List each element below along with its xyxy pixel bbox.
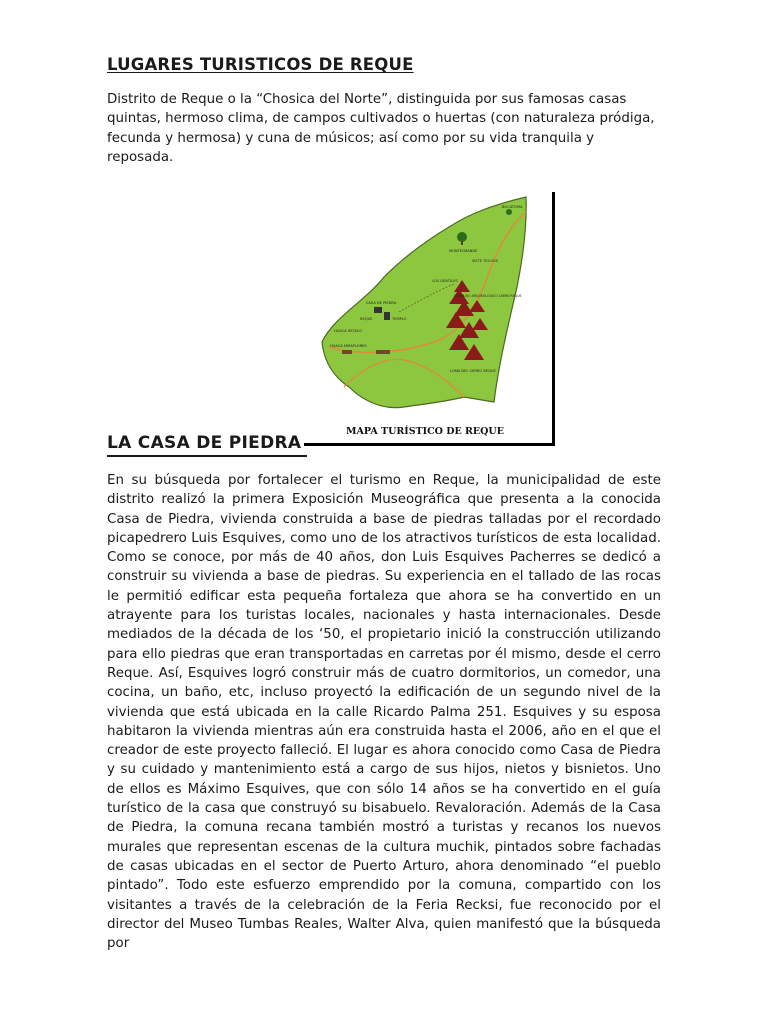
map-label-montegrande: MONTEGRANDE (449, 249, 478, 253)
section-title-underline (107, 455, 307, 457)
map-label-huaca-miraflores: HUACA MIRAFLORES (330, 344, 367, 348)
section-title: LA CASA DE PIEDRA (107, 433, 302, 453)
map-label-complejo: COMPLEJO ARQUEOLÓGICO CHIMÚ REQUE (454, 294, 522, 298)
tourist-map-figure (304, 192, 555, 446)
map-label-huaca-retaco: HUACA RETACO (334, 329, 363, 333)
map-label-templo: TEMPLO (392, 317, 407, 321)
tourist-map-image (304, 192, 549, 440)
document-title: LUGARES TURISTICOS DE REQUE (107, 55, 414, 74)
body-paragraph: En su búsqueda por fortalecer el turismo en Reque, la municipalidad de este distrito realizó la primera Exposición Museográfica que presenta a la conocida Casa de Piedra, vivienda construida a base de piedras talladas por el recordado picapedrero Luis Esquives, como uno de los atractivos turísticos de esta localidad. Como se conoce, por más de 40 años, don Luis Esquives Pacherres se dedicó a construir su vivienda a base de piedras. Su experiencia en el tallado de las rocas le permitió edificar esta pequeña fortaleza que ahora se ha convertido en un atrayente para los turistas locales, nacionales y hasta internacionales. Desde mediados de la década de los ‘50, el propietario inició la construcción utilizando para ello piedras que eran transportadas en carretas por él mismo, desde el cerro Reque. Así, Esquives logró construir más de cuatro dormitorios, un comedor, una cocina, un baño, etc, incluso proyectó la edificación de un segundo nivel de la vivienda que está ubicada en la calle Ricardo Palma 251. Esquives y su esposa habitaron la vivienda mientras aún era construida hasta el 2006, año en el que el creador de este proyecto falleció. El lugar es ahora conocido como Casa de Piedra y su cuidado y mantenimiento está a cargo de sus hijos, nietos y bisnietos. Uno de ellos es Máximo Esquives, que con sólo 14 años se ha convertido en el guía turístico de la casa que construyó su bisabuelo. Revaloración. Además de la Casa de Piedra, la comuna recana también mostró a turistas y recanos los nuevos murales que representan escenas de la cultura muchik, pintados sobre fachadas de casas ubicadas en el sector de Puerto Arturo, ahora denominado “el pueblo pintado”. Todo este esfuerzo emprendido por la comuna, compartido con los visitantes a través de la celebración de la Feria Recksi, fue reconocido por el director del Museo Tumbas Reales, Walter Alva, quien manifestó que la búsqueda por (107, 473, 661, 952)
map-district-shape (322, 197, 526, 408)
map-label-siete-techos: SIETE TECHOS (472, 259, 499, 263)
map-label-casa-piedra: CASA DE PIEDRA (366, 301, 397, 305)
map-label-los-gentiles: LOS GENTILES (432, 279, 458, 283)
map-label-bocatoma: BOCATOMA (502, 205, 523, 209)
map-label-loma: LOMA DEL CERRO REQUE (450, 369, 496, 373)
map-caption: MAPA TURÍSTICO DE REQUE (346, 426, 504, 437)
map-label-reque: REQUE (360, 317, 373, 321)
intro-paragraph: Distrito de Reque o la “Chosica del Norte”, distinguida por sus famosas casas quintas, hermoso clima, de campos cultivados o huertas (con naturaleza pródiga, fecunda y hermosa) y cuna de músicos; así como por su vida tranquila y reposada. (107, 92, 655, 166)
